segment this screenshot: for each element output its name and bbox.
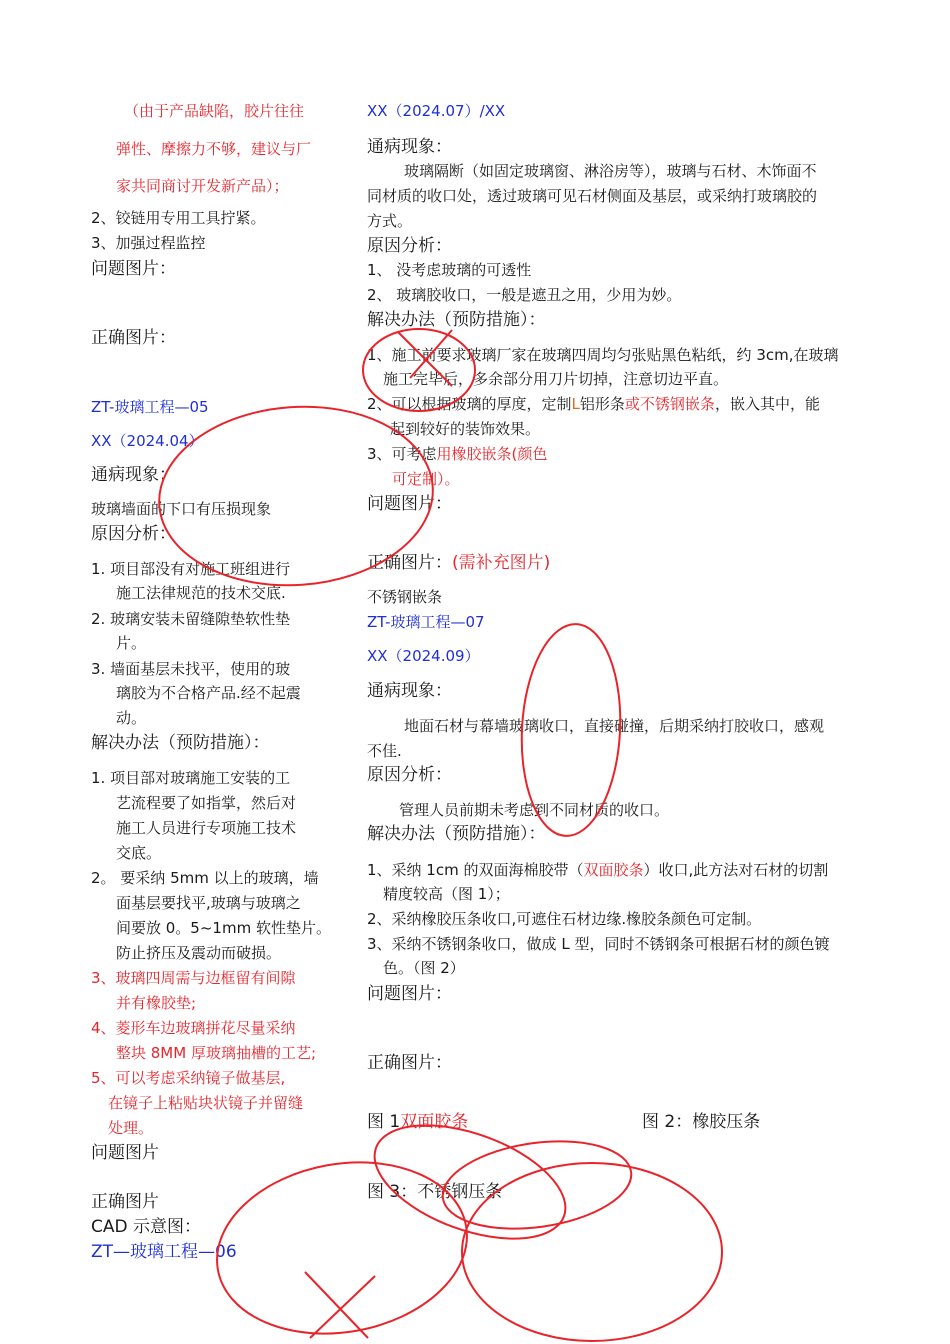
left-note-line2: 弹性、摩擦力不够，建议与厂 xyxy=(116,140,312,158)
left-problem-pic-heading: 问题图片： xyxy=(91,259,176,279)
right-correct-pic-note: (需补充图片) xyxy=(452,553,551,573)
right-sol-2-mid: 铝形条 xyxy=(579,395,625,413)
right-symptom-1: 玻璃隔断（如固定玻璃窗、淋浴房等），玻璃与石材、木饰面不 xyxy=(404,162,817,180)
left-cause-1b: 施工法律规范的技术交底. xyxy=(116,584,286,602)
left-sol-1c: 施工人员进行专项施工技术 xyxy=(116,819,297,837)
right-sol-1b: 施工完毕后，多余部分用刀片切掉，注意切边平直。 xyxy=(383,370,729,388)
right-problem-pic2-heading: 问题图片： xyxy=(367,984,452,1004)
left-cause-2a: 2. 玻璃安装未留缝隙垫软性垫 xyxy=(91,610,291,628)
annotation-circle-fig1 xyxy=(360,1103,581,1262)
left-problem-pic2-heading: 问题图片 xyxy=(91,1143,159,1163)
left-cause-3b: 璃胶为不合格产品.经不起震 xyxy=(116,684,301,702)
left-sol-5a: 5、可以考虑采纳镜子做基层, xyxy=(91,1069,286,1087)
annotation-circle-bottom-left xyxy=(203,1143,480,1344)
code-06: ZT—玻璃工程—06 xyxy=(91,1242,237,1262)
date-07: XX（2024.09） xyxy=(367,647,480,665)
right-solution2-heading: 解决办法（预防措施）： xyxy=(367,824,546,844)
left-solution-heading: 解决办法（预防措施）： xyxy=(91,733,270,753)
left-sol-2d: 防止挤压及震动而破损。 xyxy=(116,944,282,962)
right-solution-heading: 解决办法（预防措施）： xyxy=(367,310,546,330)
left-note-line3: 家共同商讨开发新产品）； xyxy=(116,177,289,195)
right-cause-1: 1、 没考虑玻璃的可透性 xyxy=(367,261,532,279)
right-sol2-1-red: 双面胶条 xyxy=(583,861,644,879)
left-sol-2a: 2。 要采纳 5mm 以上的玻璃，墙 xyxy=(91,869,319,887)
annotation-circle-bottom-right xyxy=(462,1163,722,1341)
code-07: ZT-玻璃工程—07 xyxy=(367,613,485,631)
right-cause2-text: 管理人员前期未考虑到不同材质的收口。 xyxy=(399,801,670,819)
left-cause-3c: 动。 xyxy=(116,709,147,727)
left-note-line1: （由于产品缺陷，胶片往往 xyxy=(124,102,305,120)
left-step-3: 3、加强过程监控 xyxy=(91,234,206,252)
right-sol-2-L: L xyxy=(571,395,580,413)
right-sol-1a: 1、施工前要求玻璃厂家在玻璃四周均匀张贴黑色粘纸，约 3cm,在玻璃 xyxy=(367,346,839,364)
right-symptom2-b: 不佳. xyxy=(367,742,402,760)
left-symptom-heading: 通病现象： xyxy=(91,465,176,485)
right-sol2-3b: 色。（图 2） xyxy=(383,959,465,977)
right-symptom-heading: 通病现象： xyxy=(367,137,452,157)
fig-3-text: 不锈钢压条 xyxy=(417,1182,503,1202)
right-sol-2-red: 或不锈钢嵌条 xyxy=(624,395,715,413)
annotation-cross-bottom-1 xyxy=(305,1272,368,1338)
right-problem-pic-heading: 问题图片： xyxy=(367,494,452,514)
annotation-circle-fig3 xyxy=(437,1130,637,1240)
right-symptom-3: 方式。 xyxy=(367,212,413,230)
left-cause-2b: 片。 xyxy=(116,634,147,652)
fig-2-caption: 图 2：橡胶压条 xyxy=(642,1112,761,1132)
right-sol-3-red: 用橡胶嵌条(颜色 xyxy=(436,445,548,463)
right-sol2-1b: 精度较高（图 1）； xyxy=(383,885,510,903)
date-05: XX（2024.04） xyxy=(91,432,204,450)
left-sol-2b: 面基层要找平,玻璃与玻璃之 xyxy=(116,894,301,912)
left-sol-1a: 1. 项目部对玻璃施工安装的工 xyxy=(91,769,291,787)
annotation-circle-small-top xyxy=(363,329,475,411)
fig-1-text: 双面胶条 xyxy=(400,1112,469,1132)
right-sol-3-pre: 3、可考虑 xyxy=(367,445,437,463)
left-cause-1a: 1. 项目部没有对施工班组进行 xyxy=(91,560,291,578)
right-sol2-1-pre: 1、采纳 1cm 的双面海棉胶带（ xyxy=(367,861,584,879)
right-correct-pic-label: 正确图片： xyxy=(367,553,452,573)
left-sol-2c: 间要放 0。5~1mm 软性垫片。 xyxy=(116,919,331,937)
stainless-strip-caption: 不锈钢嵌条 xyxy=(367,588,443,606)
left-sol-4a: 4、菱形车边玻璃拼花尽量采纳 xyxy=(91,1019,296,1037)
right-sol-3b: 可定制）。 xyxy=(392,470,460,488)
annotation-circle-left-mid xyxy=(153,398,439,595)
right-cause2-heading: 原因分析： xyxy=(367,765,452,785)
left-correct-pic2-heading: 正确图片 xyxy=(91,1192,159,1212)
right-sol-2-post: ，嵌入其中，能 xyxy=(714,395,820,413)
left-cause-heading: 原因分析： xyxy=(91,524,176,544)
right-sol2-3a: 3、采纳不锈钢条收口，做成 L 型，同时不锈钢条可根据石材的颜色镀 xyxy=(367,935,830,953)
right-symptom2-heading: 通病现象： xyxy=(367,681,452,701)
right-sol-2b: 起到较好的装饰效果。 xyxy=(390,420,541,438)
fig-3-label: 图 3： xyxy=(367,1182,418,1202)
annotation-cross-top-2 xyxy=(410,330,452,378)
right-cause-2: 2、 玻璃胶收口，一般是遮丑之用，少用为妙。 xyxy=(367,286,682,304)
left-sol-4b: 整块 8MM 厚玻璃抽槽的工艺; xyxy=(116,1044,317,1062)
cad-heading: CAD 示意图： xyxy=(91,1217,201,1237)
date-06-text: XX（2024.07）/XX xyxy=(367,102,506,120)
right-symptom2-a: 地面石材与幕墙玻璃收口，直接碰撞，后期采纳打胶收口，感观 xyxy=(404,717,825,735)
code-05: ZT-玻璃工程—05 xyxy=(91,398,209,416)
left-sol-1d: 交底。 xyxy=(116,844,162,862)
left-sol-3a: 3、玻璃四周需与边框留有间隙 xyxy=(91,969,296,987)
right-sol2-1-post: ）收口,此方法对石材的切割 xyxy=(643,861,829,879)
right-sol2-2: 2、采纳橡胶压条收口,可遮住石材边缘.橡胶条颜色可定制。 xyxy=(367,910,762,928)
annotation-circle-vertical xyxy=(517,622,626,839)
fig-1-label: 图 1 xyxy=(367,1112,401,1132)
right-correct-pic2-heading: 正确图片： xyxy=(367,1053,452,1073)
left-sol-5c: 处理。 xyxy=(108,1119,154,1137)
left-sol-1b: 艺流程要了如指掌，然后对 xyxy=(116,794,297,812)
left-sol-3b: 并有橡胶垫; xyxy=(116,994,197,1012)
right-symptom-2: 同材质的收口处，透过玻璃可见石材侧面及基层，或采纳打玻璃胶的 xyxy=(367,187,818,205)
left-cause-3a: 3. 墙面基层未找平，使用的玻 xyxy=(91,660,291,678)
left-symptom-text: 玻璃墙面的下口有压损现象 xyxy=(91,500,272,518)
left-correct-pic-heading: 正确图片： xyxy=(91,328,176,348)
right-cause-heading: 原因分析： xyxy=(367,236,452,256)
right-sol-2-pre: 2、可以根据玻璃的厚度，定制 xyxy=(367,395,572,413)
left-sol-5b: 在镜子上粘贴块状镜子并留缝 xyxy=(108,1094,304,1112)
left-step-2: 2、铰链用专用工具拧紧。 xyxy=(91,209,266,227)
